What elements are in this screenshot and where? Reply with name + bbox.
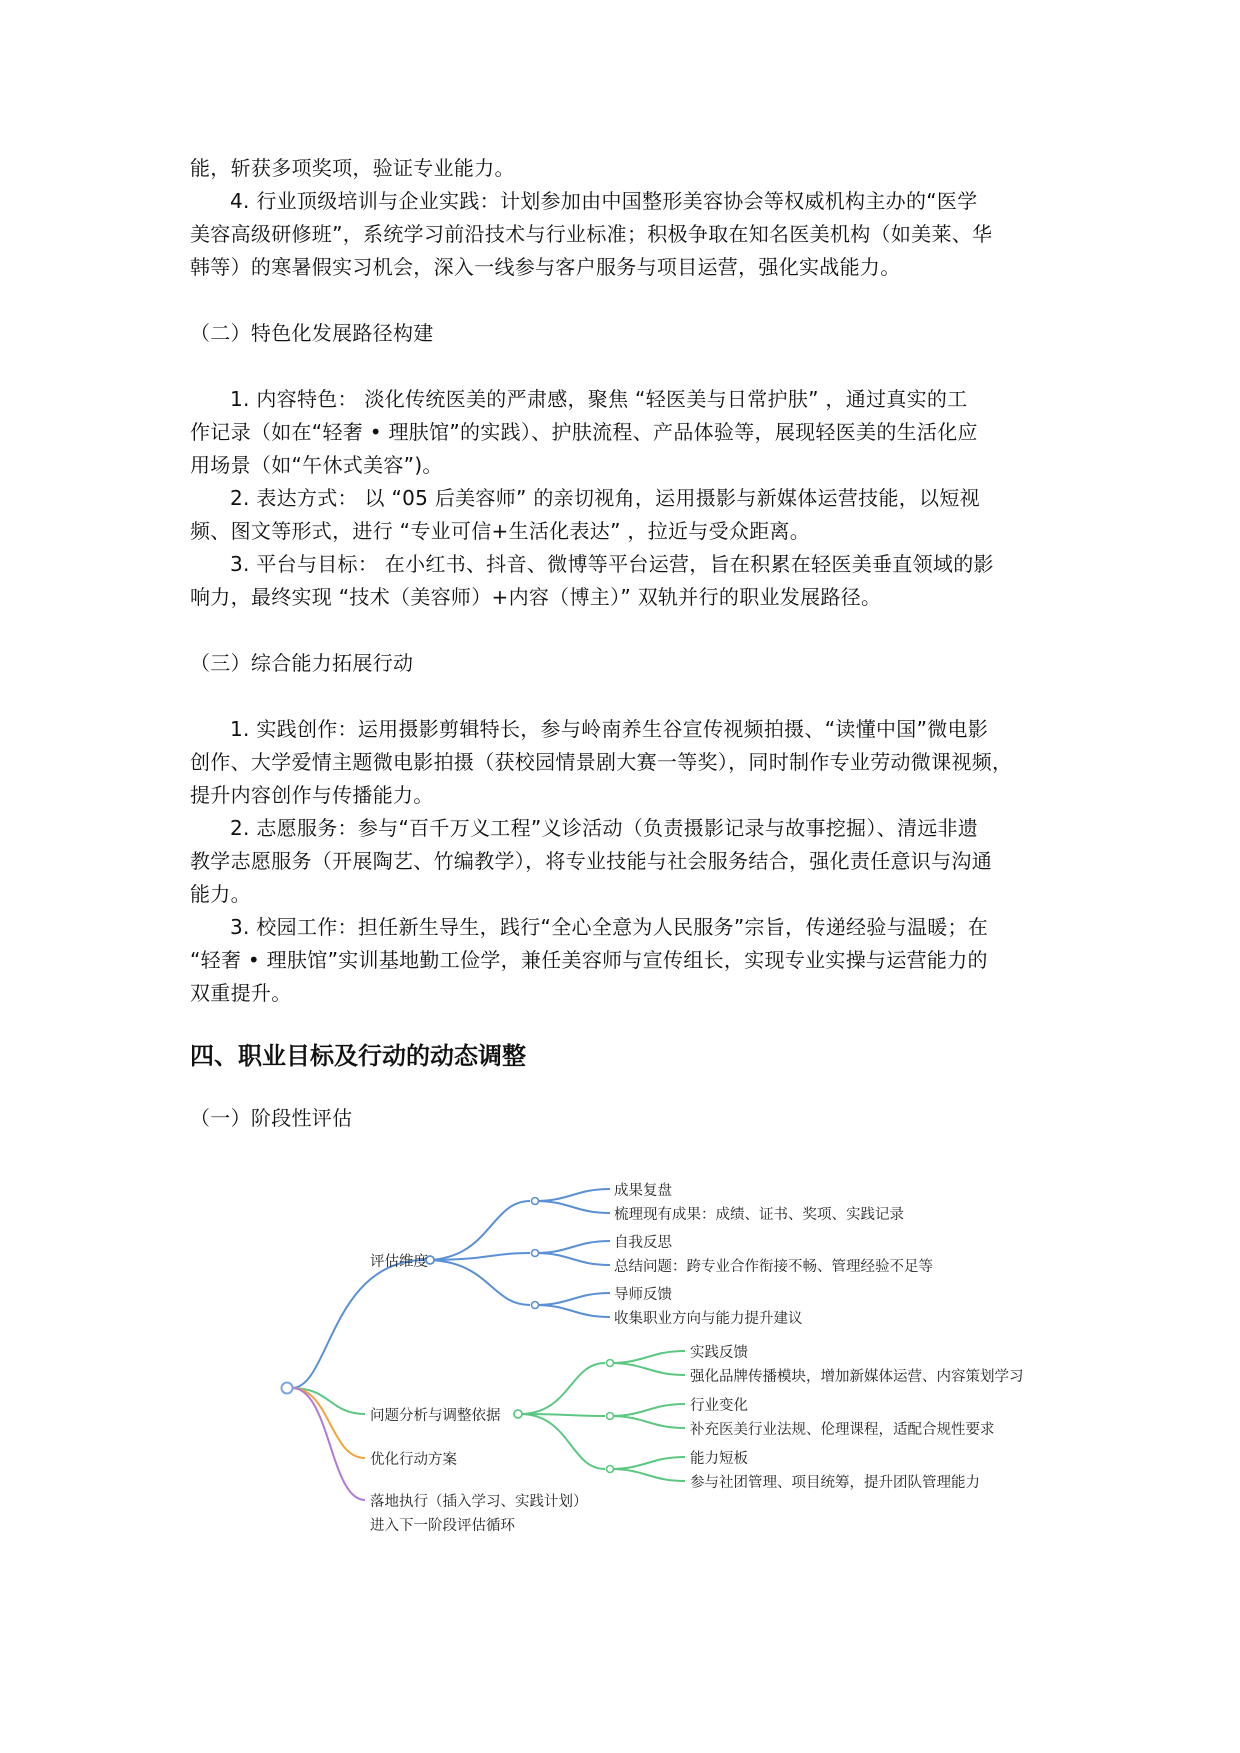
paragraph-line: 1. 实践创作：运用摄影剪辑特长，参与岭南养生谷宣传视频拍摄、“读懂中国”微电影 — [230, 717, 989, 741]
paragraph-line: 3. 校园工作：担任新生导生，践行“全心全意为人民服务”宗旨，传递经验与温暖；在 — [230, 915, 989, 939]
node-detail: 梳理现有成果：成绩、证书、奖项、实践记录 — [614, 1207, 904, 1223]
issue-label: 问题分析与调整依据 — [370, 1408, 501, 1424]
paragraph-line: 韩等）的寒暑假实习机会，深入一线参与客户服务与项目运营，强化实战能力。 — [190, 255, 901, 279]
paragraph-line: 1. 内容特色： 淡化传统医美的严肃感，聚焦 “轻医美与日常护肤” ，通过真实的工 — [230, 387, 968, 411]
paragraph-line: 4. 行业顶级培训与企业实践：计划参加由中国整形美容协会等权威机构主办的“医学 — [230, 189, 978, 213]
eval-child-2 — [532, 1234, 934, 1275]
execute-label: 落地执行（插入学习、实践计划） — [370, 1494, 588, 1510]
eval-edge-3 — [425, 1260, 530, 1305]
section-heading: （三）综合能力拓展行动 — [190, 651, 414, 675]
issue-child-3 — [607, 1449, 981, 1491]
paragraph-line: 美容高级研修班”，系统学习前沿技术与行业标准；积极争取在知名医美机构（如美莱、华 — [190, 222, 993, 246]
chapter-heading: 四、职业目标及行动的动态调整 — [190, 1042, 526, 1070]
node-detail: 收集职业方向与能力提升建议 — [614, 1311, 803, 1327]
eval-child-3 — [532, 1286, 803, 1327]
paragraph-line: “轻奢 • 理肤馆”实训基地勤工俭学，兼任美容师与宣传组长，实现专业实操与运营能力的 — [190, 948, 988, 972]
node-detail: 补充医美行业法规、伦理课程，适配合规性要求 — [690, 1422, 995, 1438]
paragraph-line: 作记录（如在“轻奢 • 理肤馆”的实践）、护肤流程、产品体验等，展现轻医美的生活化应 — [190, 420, 978, 444]
paragraph-line: 提升内容创作与传播能力。 — [190, 783, 434, 807]
paragraph-line: 双重提升。 — [190, 981, 292, 1005]
paragraph-line: 响力，最终实现 “技术（美容师）+内容（博主）” 双轨并行的职业发展路径。 — [190, 585, 882, 609]
node-title: 成果复盘 — [614, 1183, 672, 1199]
paragraph-line: 教学志愿服务（开展陶艺、竹编教学），将专业技能与社会服务结合，强化责任意识与沟通 — [190, 849, 992, 873]
paragraph-line: 能，斩获多项奖项，验证专业能力。 — [190, 156, 515, 180]
eval-child-1 — [532, 1182, 905, 1223]
issue-edge-1 — [520, 1363, 605, 1414]
paragraph-line: 2. 表达方式： 以 “05 后美容师” 的亲切视角，运用摄影与新媒体运营技能，以短视 — [230, 486, 980, 510]
node-title: 能力短板 — [690, 1451, 748, 1467]
issue-child-2 — [607, 1397, 995, 1438]
paragraph-line: 创作、大学爱情主题微电影拍摄（获校园情景剧大赛一等奖），同时制作专业劳动微课视频， — [190, 750, 1013, 774]
section-heading: （二）特色化发展路径构建 — [190, 321, 434, 345]
node-title: 实践反馈 — [690, 1345, 748, 1361]
eval-edge-2 — [425, 1253, 530, 1260]
node-detail: 参与社团管理、项目统筹，提升团队管理能力 — [690, 1475, 980, 1491]
eval-label: 评估维度 — [370, 1254, 428, 1270]
issue-node — [514, 1410, 522, 1418]
next-cycle-label: 进入下一阶段评估循环 — [370, 1518, 515, 1534]
root-node — [282, 1383, 293, 1394]
node-detail: 总结问题：跨专业合作衔接不畅、管理经验不足等 — [614, 1259, 933, 1275]
eval-edge-1 — [425, 1201, 530, 1260]
section-heading: （一）阶段性评估 — [190, 1106, 353, 1130]
root-edge-optimize — [292, 1388, 365, 1458]
paragraph-line: 频、图文等形式，进行 “专业可信+生活化表达” ，拉近与受众距离。 — [190, 519, 811, 543]
node-title: 导师反馈 — [614, 1287, 672, 1303]
node-title: 自我反思 — [614, 1235, 672, 1251]
paragraph-line: 能力。 — [190, 882, 251, 906]
issue-child-1 — [607, 1344, 1024, 1385]
root-edge-eval — [292, 1260, 425, 1388]
node-title: 行业变化 — [690, 1398, 748, 1414]
root-edge-execute — [292, 1388, 365, 1500]
paragraph-line: 用场景（如“午休式美容”)。 — [190, 453, 443, 477]
paragraph-line: 3. 平台与目标： 在小红书、抖音、微博等平台运营，旨在积累在轻医美垂直领域的影 — [230, 552, 994, 576]
node-detail: 强化品牌传播模块，增加新媒体运营、内容策划学习 — [690, 1369, 1024, 1385]
optimize-label: 优化行动方案 — [370, 1452, 457, 1468]
issue-edge-3 — [520, 1414, 605, 1469]
paragraph-line: 2. 志愿服务：参与“百千万义工程”义诊活动（负责摄影记录与故事挖掘）、清远非遗 — [230, 816, 979, 840]
